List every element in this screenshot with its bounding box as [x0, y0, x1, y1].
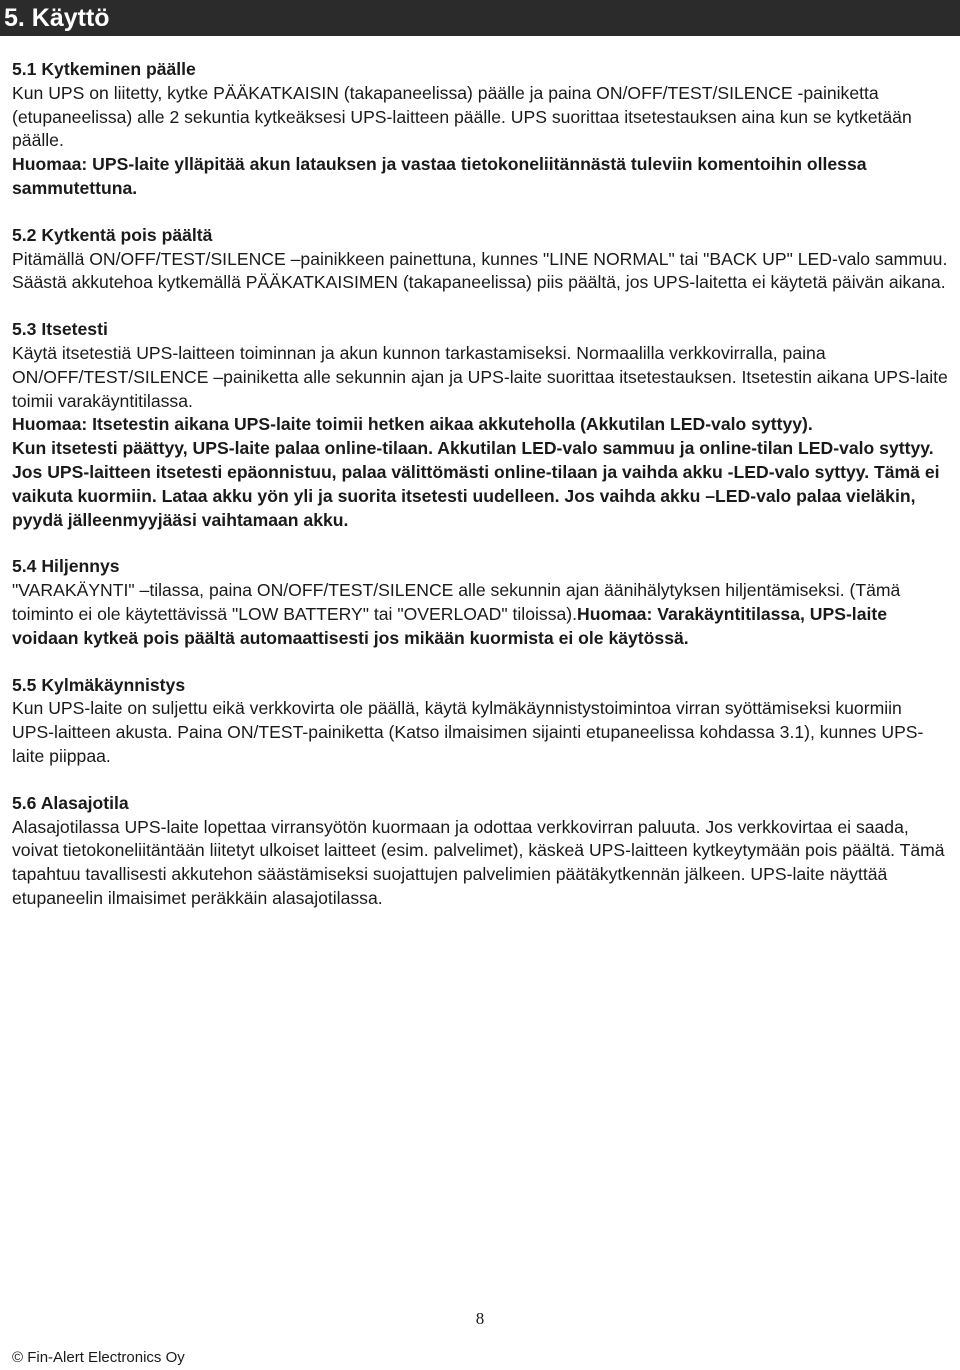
paragraph: Alasajotilassa UPS-laite lopettaa virransyötön kuormaan ja odottaa verkkovirran paluuta. Jos verkkovirtaa ei saada, voivat tietokoneliitäntään liitetyt ulkoiset laitteet (esim. palvelimet), käskeä UPS-laitteen kytkeytymään pois päältä. Tämä tapahtuu tavallisesti akkutehon säästämiseksi suojattujen palvelimien päätäkytkennän jälkeen. UPS-laite näyttää etupaneelin ilmaisimet peräkkäin alasajotilassa. — [12, 816, 945, 908]
section-5-4 — [12, 555, 948, 650]
section-title: 5.5 Kylmäkäynnistys — [12, 674, 186, 695]
section-5-1 — [12, 58, 948, 201]
note-paragraph: Huomaa: Itsetestin aikana UPS-laite toimii hetken aikaa akkuteholla (Akkutilan LED-valo syttyy). — [12, 414, 813, 435]
paragraph: Käytä itsetestiä UPS-laitteen toiminnan ja akun kunnon tarkastamiseksi. Normaalilla verkkovirralla, paina ON/OFF/TEST/SILENCE –painiketta alle sekunnin ajan ja UPS-laite suorittaa itsetestauksen. Itsetestin aikana UPS-laite toimii varakäyntitilassa. — [12, 342, 948, 411]
note-text: Huomaa: Varakäyntitilassa, UPS-laite voidaan kytkeä pois päältä automaattisesti jos mikään kuormista ei ole käytössä. — [12, 603, 888, 648]
bold-paragraph: Jos UPS-laitteen itsetesti epäonnistuu, palaa välittömästi online-tilaan ja vaihda akku -LED-valo syttyy. Tämä ei vaikuta kuormiin. Lataa akku yön yli ja suorita itsetesti uudelleen. Jos vaihda akku –LED-valo palaa vieläkin, pyydä jälleenmyyjääsi vaihtamaan akku. — [12, 461, 940, 530]
footer-copyright: © Fin-Alert Electronics Oy — [12, 1349, 185, 1366]
section-5-2 — [12, 224, 948, 295]
section-5-3 — [12, 318, 948, 532]
page-number: 8 — [475, 1309, 485, 1328]
section-title: 5.1 Kytkeminen päälle — [12, 59, 196, 79]
section-5-5 — [12, 674, 948, 769]
paragraph: Pitämällä ON/OFF/TEST/SILENCE –painikkeen painettuna, kunnes "LINE NORMAL" tai "BACK UP" LED-valo sammuu. Säästä akkutehoa kytkemällä PÄÄKATKAISIMEN (takapaneelissa) piis päältä, jos UPS-laitetta ei käytetä päivän aikana. — [12, 248, 948, 293]
note-paragraph: Huomaa: UPS-laite ylläpitää akun latauksen ja vastaa tietokoneliitännästä tuleviin komentoihin ollessa sammutettuna. — [12, 154, 867, 198]
paragraph-text: "VARAKÄYNTI" –tilassa, paina ON/OFF/TEST/SILENCE alle sekunnin ajan äänihälytyksen hiljentämiseksi. (Tämä toiminto ei ole käytettävissä "LOW BATTERY" tai "OVERLOAD" tiloissa). — [12, 580, 901, 624]
bold-paragraph: Kun itsetesti päättyy, UPS-laite palaa online-tilaan. Akkutilan LED-valo sammuu ja online-tilan LED-valo syttyy. — [12, 438, 934, 459]
paragraph: Kun UPS-laite on suljettu eikä verkkovirta ole päällä, käytä kylmäkäynnistystoimintoa virran syöttämiseksi kuormiin UPS-laitteen akusta. Paina ON/TEST-painiketta (Katso ilmaisimen sijainti etupaneelissa kohdassa 3.1), kunnes UPS-laite piippaa. — [12, 698, 924, 766]
chapter-heading: 5. Käyttö — [0, 0, 960, 36]
document-body — [12, 58, 948, 934]
section-title: 5.6 Alasajotila — [12, 792, 129, 813]
paragraph: Kun UPS on liitetty, kytke PÄÄKATKAISIN (takapaneelissa) päälle ja paina ON/OFF/TEST/SILENCE -painiketta (etupaneelissa) alle 2 sekuntia kytkeäksesi UPS-laitteen päälle. UPS suorittaa itsetestauksen aina kun se kytketään päälle. — [12, 82, 912, 151]
section-title: 5.4 Hiljennys — [12, 556, 120, 577]
section-title: 5.3 Itsetesti — [12, 319, 108, 340]
paragraph — [12, 579, 948, 650]
section-title: 5.2 Kytkentä pois päältä — [12, 224, 213, 245]
section-5-6 — [12, 792, 948, 911]
